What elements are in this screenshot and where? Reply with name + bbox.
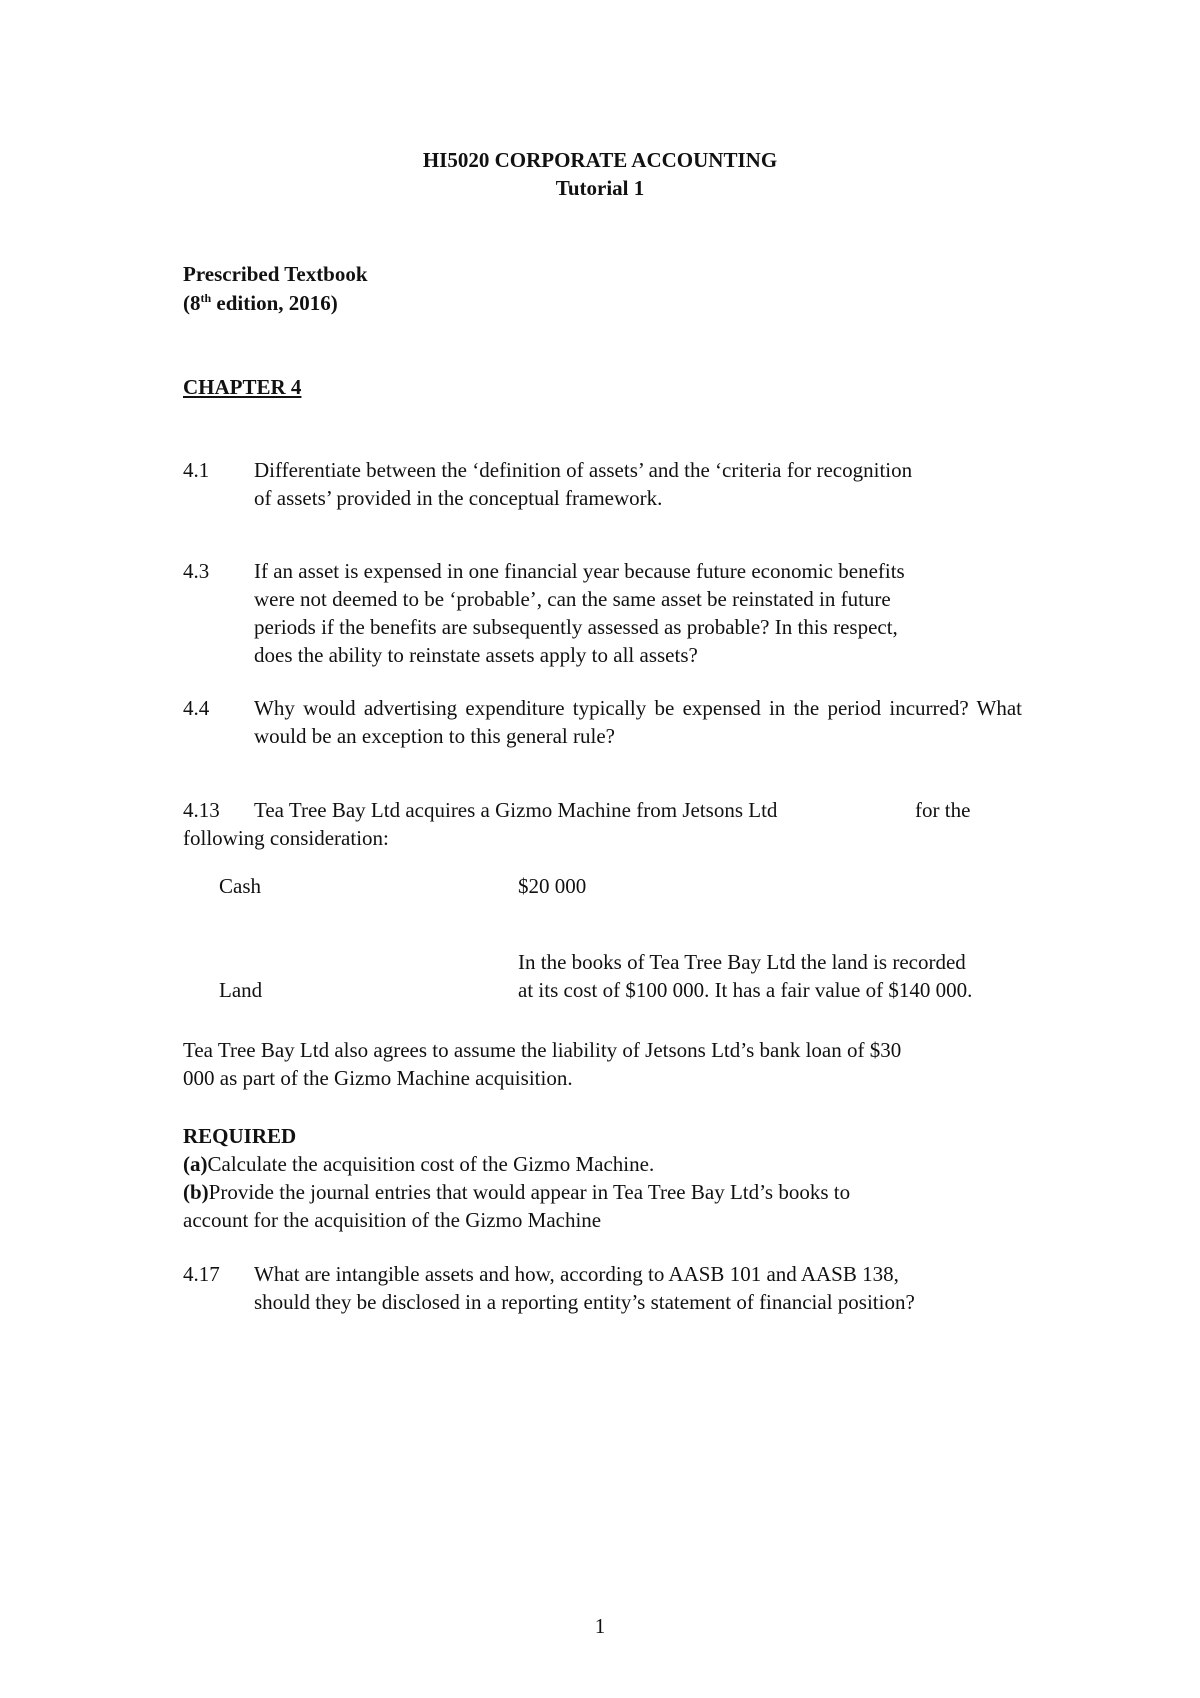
question-text-line: does the ability to reinstate assets apply to all assets? [254, 643, 698, 667]
required-part-b-line: account for the acquisition of the Gizmo Machine [183, 1208, 602, 1232]
question-number: 4.17 [183, 1262, 220, 1286]
question-number: 4.1 [183, 458, 210, 482]
consideration-value-land-line: at its cost of $100 000. It has a fair value of $140 000. [518, 978, 973, 1002]
consideration-label-cash: Cash [219, 874, 261, 898]
question-number: 4.3 [183, 559, 210, 583]
question-text: Why would advertising expenditure typically be expensed in the period incurred? What would be an exception to this general rule? [254, 696, 1022, 748]
question-text-line: should they be disclosed in a reporting entity’s statement of financial position? [254, 1290, 915, 1314]
textbook-edition: (8th edition, 2016) [183, 291, 338, 315]
question-text-line: following consideration: [183, 826, 389, 850]
required-part-b: (b)Provide the journal entries that would appear in Tea Tree Bay Ltd’s books to [183, 1180, 851, 1204]
question-text-line: of assets’ provided in the conceptual framework. [254, 486, 663, 510]
liability-text-line: 000 as part of the Gizmo Machine acquisition. [183, 1066, 573, 1090]
chapter-heading: CHAPTER 4 [183, 375, 302, 399]
consideration-value-land-line: In the books of Tea Tree Bay Ltd the land is recorded [518, 950, 966, 974]
consideration-value-cash: $20 000 [518, 874, 587, 898]
question-number: 4.4 [183, 696, 210, 720]
question-text-line: What are intangible assets and how, according to AASB 101 and AASB 138, [254, 1262, 899, 1286]
question-text-line: Differentiate between the ‘definition of assets’ and the ‘criteria for recognition [254, 458, 913, 482]
textbook-heading: Prescribed Textbook [183, 262, 368, 286]
question-text-line: for the [915, 798, 971, 822]
question-text-line: periods if the benefits are subsequently assessed as probable? In this respect, [254, 615, 898, 639]
course-title: HI5020 CORPORATE ACCOUNTING [422, 148, 778, 172]
required-heading: REQUIRED [183, 1124, 297, 1148]
page-number: 1 [594, 1614, 606, 1638]
question-text-line: were not deemed to be ‘probable’, can the same asset be reinstated in future [254, 587, 891, 611]
tutorial-title: Tutorial 1 [555, 176, 645, 200]
required-part-a: (a)Calculate the acquisition cost of the Gizmo Machine. [183, 1152, 655, 1176]
question-text-line: If an asset is expensed in one financial year because future economic benefits [254, 559, 905, 583]
consideration-label-land: Land [219, 978, 263, 1002]
liability-text-line: Tea Tree Bay Ltd also agrees to assume the liability of Jetsons Ltd’s bank loan of $30 [183, 1038, 902, 1062]
question-number: 4.13 [183, 798, 220, 822]
question-text-line: Tea Tree Bay Ltd acquires a Gizmo Machine from Jetsons Ltd [254, 798, 778, 822]
